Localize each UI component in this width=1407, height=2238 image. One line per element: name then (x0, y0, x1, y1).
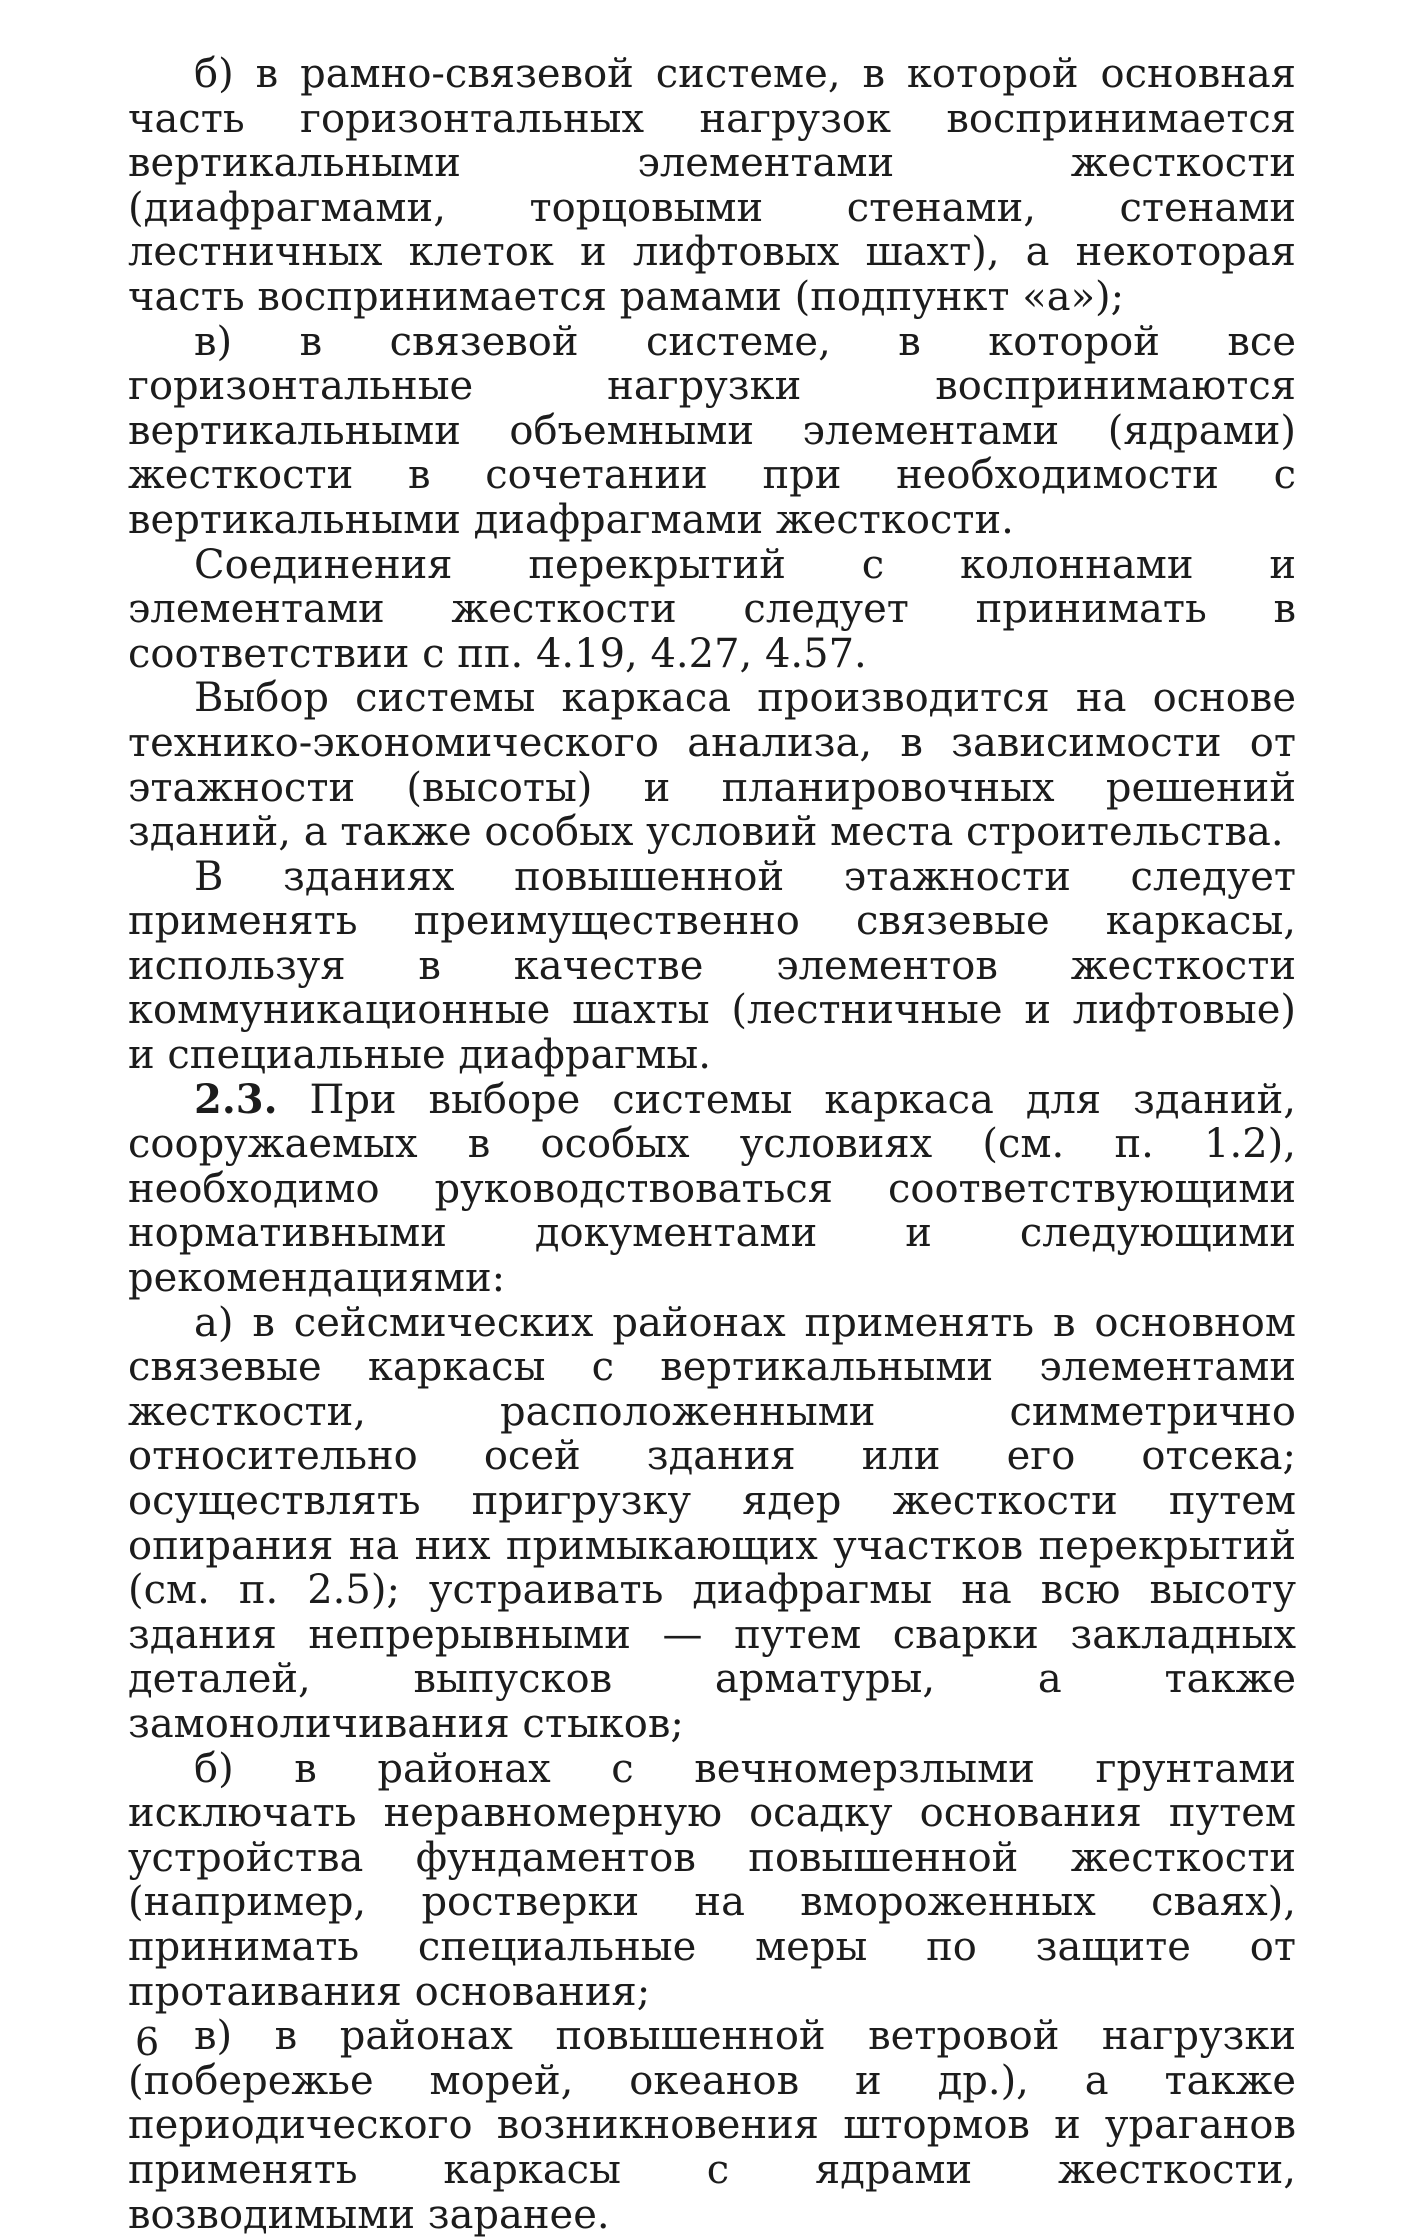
paragraph-v-braced-system: в) в связевой системе, в которой все горизонтальные нагрузки воспринимаются вертикальными объемными элементами (ядрами) жесткости в сочетании при необходимости с вертикальными диафрагмами жесткости. (128, 318, 1296, 543)
paragraph-frame-selection: Выбор системы каркаса производится на основе технико-экономического анализа, в зависимости от этажности (высоты) и планировочных решений зданий, а также особых условий места строительства. (128, 675, 1296, 856)
paragraph-high-rise-buildings: В зданиях повышенной этажности следует применять преимущественно связевые каркасы, используя в качестве элементов жесткости коммуникационные шахты (лестничные и лифтовые) и специальные диафрагмы. (128, 853, 1296, 1079)
paragraph-v-wind-load-regions: в) в районах повышенной ветровой нагрузки (побережье морей, океанов и др.), а также периодического возникновения штормов и ураганов применять каркасы с ядрами жесткости, возводимыми заранее. (128, 2013, 1296, 2238)
page-number: 6 (135, 2020, 160, 2064)
paragraph-b-frame-braced-system: б) в рамно-связевой системе, в которой основная часть горизонтальных нагрузок воспринимается вертикальными элементами жесткости (диафрагмами, торцовыми стенами, стенами лестничных клеток и лифтовых шахт), а некоторая часть воспринимается рамами (подпункт «а»); (128, 51, 1296, 320)
paragraph-floor-connections: Соединения перекрытий с колоннами и элементами жесткости следует принимать в соответствии с пп. 4.19, 4.27, 4.57. (128, 541, 1296, 677)
paragraph-section-2-3 (128, 1075, 1296, 1302)
paragraph-a-seismic-regions: а) в сейсмических районах применять в основном связевые каркасы с вертикальными элементами жесткости, расположенными симметрично относительно осей здания или его отсека; осуществлять пригрузку ядер жесткости путем опирания на них примыкающих участков перекрытий (см. п. 2.5); устраивать диафрагмы на всю высоту здания непрерывными — путем сварки закладных деталей, выпусков арматуры, а также замоноличивания стыков; (128, 1299, 1296, 1747)
section-2-3-text: При выборе системы каркаса для зданий, сооружаемых в особых условиях (см. п. 1.2), необходимо руководствоваться соответствующими нормативными документами и следующими рекомендациями: (128, 1076, 1296, 1302)
paragraph-b-permafrost-regions: б) в районах с вечномерзлыми грунтами исключать неравномерную осадку основания путем устройства фундаментов повышенной жесткости (например, ростверки на вмороженных сваях), принимать специальные меры по защите от протаивания основания; (128, 1745, 1296, 2015)
body-text (128, 52, 1296, 2237)
section-number: 2.3. (194, 1075, 278, 1123)
